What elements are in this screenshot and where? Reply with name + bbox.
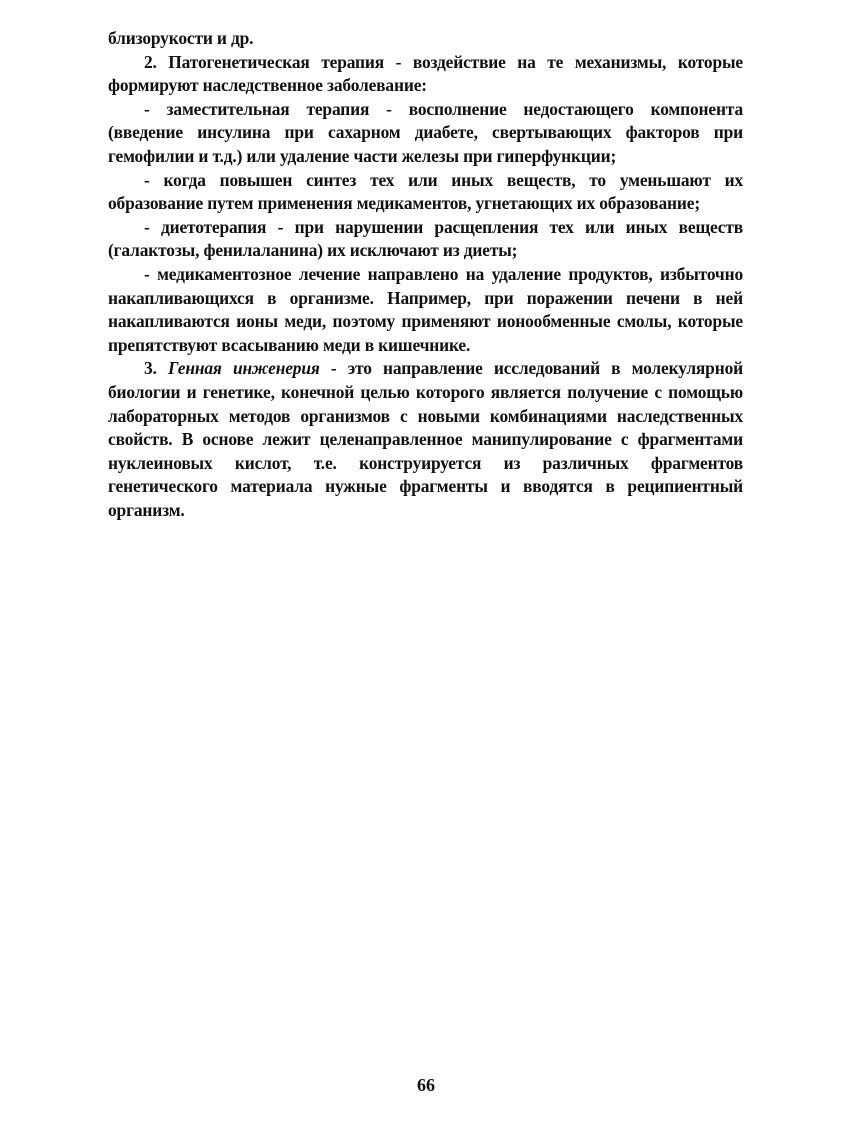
item-number: 3. <box>144 358 157 379</box>
body-text <box>108 27 743 522</box>
list-item-synthesis-reduction: - когда повышен синтез тех или иных веществ, то уменьшают их образование путем применения медикаментов, угнетающих их образование; <box>108 169 743 214</box>
term-genetic-engineering: Генная инженерия <box>167 358 320 379</box>
paragraph-genetic-engineering <box>108 357 743 522</box>
page-number: 66 <box>417 1075 435 1095</box>
list-item-drug-treatment: - медикаментозное лечение направлено на удаление продуктов, избыточно накапливающихся в организме. Например, при поражении печени в ней накапливаются ионы меди, поэтому применяют ионообменные смолы, которые препятствуют всасыванию меди в кишечнике. <box>108 263 743 355</box>
definition-text: - это направление исследований в молекулярной биологии и генетике, конечной целью которого является получение с помощью лабораторных методов организмов с новыми комбинациями наследственных свойств. В основе лежит целенаправленное манипулирование с фрагментами нуклеиновых кислот, т.е. конструируется из различных фрагментов генетического материала нужные фрагменты и вводятся в реципиентный организм. <box>108 358 743 520</box>
list-item-diet-therapy: - диетотерапия - при нарушении расщепления тех или иных веществ (галактозы, фенилаланина) их исключают из диеты; <box>108 216 743 261</box>
paragraph-pathogenetic-therapy: 2. Патогенетическая терапия - воздействие на те механизмы, которые формируют наследственное заболевание: <box>108 51 743 96</box>
list-item-replacement-therapy: - заместительная терапия - восполнение недостающего компонента (введение инсулина при сахарном диабете, свертывающих факторов при гемофилии и т.д.) или удаление части железы при гиперфункции; <box>108 98 743 166</box>
continuation-line: близорукости и др. <box>108 28 254 48</box>
